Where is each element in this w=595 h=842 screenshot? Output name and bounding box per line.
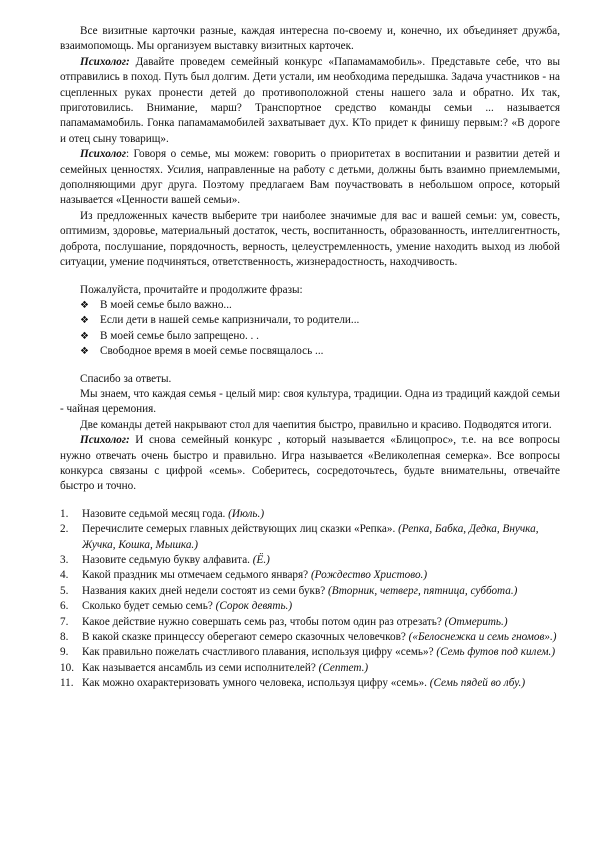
paragraph-text: И снова семейный конкурс , который называется «Блицопрос», т.е. на все вопросы нужно отвечать очень быстро и правильно. Игра называется «Великолепная семерка». Все вопросы конкурса связаны с цифрой «семь». Соберитесь, сосредоточьтесь, будьте внимательны, отвечайте быстро и точно. — [60, 434, 560, 493]
paragraph-text: : Говоря о семье, мы можем: говорить о приоритетах в воспитании и развитии детей и семейных ценностях. Усилия, направленные на работу с детьми, должны быть взаимно приемлемыми, дополняющими друг друга. Поэтому предлагаем Вам поучаствовать в небольшом опросе, который называется «Ценности вашей семьи». — [60, 148, 560, 207]
quiz-item: 7. Какое действие нужно совершать семь раз, чтобы потом один раз отрезать? (Отмерить.) — [60, 615, 508, 628]
quiz-item: 4. Какой праздник мы отмечаем седьмого января? (Рождество Христово.) — [60, 569, 428, 582]
list-item: ❖ В моей семье было запрещено. . . — [60, 329, 560, 344]
world-paragraph: Мы знаем, что каждая семья - целый мир: своя культура, традиции. Одна из традиций каждой семьи - чайная церемония. — [60, 387, 560, 416]
quiz-item: 2. Перечислите семерых главных действующих лиц сказки «Репка». (Репка, Бабка, Дедка, Внучка, Жучка, Кошка, Мышка.) — [60, 523, 539, 551]
quiz-item: 10. Как называется ансамбль из семи исполнителей? (Септет.) — [60, 661, 369, 674]
list-item: ❖ В моей семье было важно... — [60, 298, 560, 313]
speaker-label: Психолог — [80, 148, 126, 161]
phrases-list — [60, 298, 560, 360]
speaker-label: Психолог: — [80, 434, 130, 447]
answer-text: (Семь футов под килем.) — [436, 646, 556, 659]
answer-text: (Июль.) — [228, 507, 265, 520]
answer-text: (Септет.) — [318, 661, 369, 674]
answer-text: (Отмерить.) — [444, 615, 508, 628]
paragraph-text: Давайте проведем семейный конкурс «Папамамамобиль». Представьте себе, что вы отправились в поход. Путь был долгим. Дети устали, им необходима передышка. Задача участников - на сцепленных руках пронести детей до противоположной стены нашего зала и обратно. Их так, приготовились. Внимание, марш? Транспортное средство команды семьи ... называется папамамамобиль. Гонка папамамамобилей захватывает дух. КТо придет к финишу первым:? «В дороге и отец сыну товарищ». — [60, 55, 560, 145]
list-item: ❖ Свободное время в моей семье посвящалось ... — [60, 344, 560, 359]
qualities-paragraph: Из предложенных качеств выберите три наиболее значимые для вас и вашей семьи: ум, совесть, оптимизм, здоровье, материальный достаток, честь, воспитанность, образованность, интеллигентность, доброта, послушание, порядочность, верность, целеустремленность, умение находить выход из любой ситуации, умение подчиняться, ответственность, жизнерадостность, находчивость. — [60, 209, 560, 269]
diamond-bullet-icon: ❖ — [80, 330, 89, 342]
quiz-item: 11. Как можно охарактеризовать умного человека, используя цифру «семь». (Семь пядей во лбу.) — [60, 677, 526, 690]
speaker-label: Психолог: — [80, 55, 130, 68]
document-body — [60, 24, 560, 692]
answer-text: (Семь пядей во лбу.) — [429, 677, 526, 690]
diamond-bullet-icon: ❖ — [80, 315, 89, 327]
spacer — [60, 495, 560, 507]
spacer — [60, 271, 560, 283]
answer-text: (Репка, Бабка, Дедка, Внучка, Жучка, Кошка, Мышка.) — [82, 523, 539, 551]
quiz-item: 9. Как правильно пожелать счастливого плавания, используя цифру «семь»? (Семь футов под килем.) — [60, 646, 556, 659]
psychologist-paragraph-2 — [60, 147, 560, 209]
answer-text: (Вторник, четверг, пятница, суббота.) — [328, 584, 518, 597]
answer-text: (Ё.) — [252, 554, 270, 566]
intro-paragraph: Все визитные карточки разные, каждая интересна по-своему и, конечно, их объединяет дружба, взаимопомощь. Мы организуем выставку визитных карточек. — [60, 25, 560, 53]
thanks-line: Спасибо за ответы. — [80, 372, 172, 385]
answer-text: (Сорок девять.) — [215, 600, 293, 613]
quiz-item: 1. Назовите седьмой месяц года. (Июль.) — [60, 507, 265, 520]
diamond-bullet-icon: ❖ — [80, 299, 89, 311]
diamond-bullet-icon: ❖ — [80, 346, 89, 358]
answer-text: («Белоснежка и семь гномов».) — [408, 631, 557, 644]
answer-text: (Рождество Христово.) — [310, 569, 428, 582]
quiz-list — [60, 507, 560, 692]
spacer — [60, 360, 560, 372]
prompt-line: Пожалуйста, прочитайте и продолжите фразы: — [80, 283, 303, 296]
list-item: ❖ Если дети в нашей семье капризничали, то родители... — [60, 313, 560, 328]
psychologist-paragraph-1 — [60, 55, 560, 147]
quiz-item: 3. Назовите седьмую букву алфавита. (Ё.) — [60, 554, 270, 566]
tea-paragraph: Две команды детей накрывают стол для чаепития быстро, правильно и красиво. Подводятся итоги. — [80, 418, 552, 431]
quiz-item: 8. В какой сказке принцессу оберегают семеро сказочных человечков? («Белоснежка и семь гномов».) — [60, 631, 557, 644]
quiz-item: 5. Названия каких дней недели состоят из семи букв? (Вторник, четверг, пятница, суббота.) — [60, 584, 518, 597]
quiz-item: 6. Сколько будет семью семь? (Сорок девять.) — [60, 600, 293, 613]
psychologist-paragraph-3 — [60, 433, 560, 495]
